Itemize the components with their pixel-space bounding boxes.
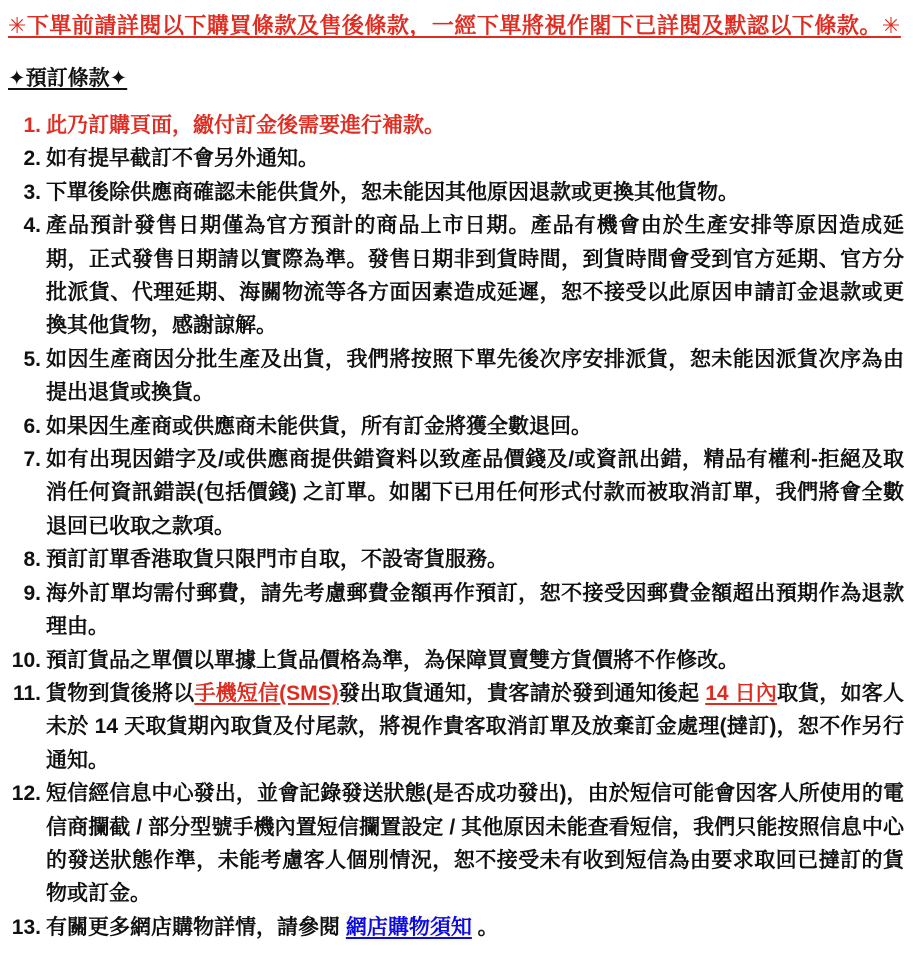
term-text [46, 181, 739, 204]
term-item-11 [8, 677, 904, 777]
term-number: 13. [11, 915, 41, 939]
term-text-segment: 預訂貨品之單價以單據上貨品價格為準，為保障買賣雙方貨價將不作修改。 [46, 648, 739, 672]
term-text-segment: 短信經信息中心發出，並會記錄發送狀態(是否成功發出)，由於短信可能會因客人所使用的電信商攔截 / 部分型號手機內置短信攔置設定 / 其他原因未能查看短信，我們只能按照信息中心的發送狀態作準，未能考慮客人個別情況，恕不接受未有收到短信為由要求取回已撻訂的貨物或訂金。 [46, 782, 904, 906]
purchase-terms-warning-header: ✳下單前請詳閱以下購買條款及售後條款，一經下單將視作閣下已詳閱及默認以下條款。✳ [8, 13, 901, 38]
term-text [46, 415, 592, 438]
term-text-segment: 。 [471, 915, 499, 939]
term-text-segment: 如果因生產商或供應商未能供貨，所有訂金將獲全數退回。 [46, 414, 592, 438]
term-text [46, 916, 499, 939]
term-item-10 [8, 644, 904, 677]
term-text [46, 682, 904, 772]
term-item-8 [8, 543, 904, 576]
term-item-9 [8, 577, 904, 644]
term-text-segment: 取貨，如客人未於 14 天取貨期內取貨及付尾款，將視作貴客取消訂單及放棄訂金處理(撻訂)，恕不作另行通知。 [46, 681, 904, 772]
term-item-6 [8, 410, 904, 443]
term-text-segment: 有關更多網店購物詳情，請參閱 [46, 915, 346, 939]
term-number: 8. [23, 548, 41, 572]
term-text-segment: 預訂訂單香港取貨只限門市自取，不設寄貨服務。 [46, 548, 508, 572]
term-text [46, 114, 445, 137]
term-text-segment: 如有提早截訂不會另外通知。 [46, 147, 319, 171]
term-number: 11. [12, 681, 41, 705]
term-item-2 [8, 142, 904, 175]
preorder-terms-title: ✦預訂條款✦ [8, 67, 128, 90]
term-text-segment: 發出取貨通知，貴客請於發到通知後起 [338, 681, 706, 705]
sms-notice-emphasis: 手機短信(SMS) [194, 681, 339, 705]
term-number: 12. [11, 782, 41, 806]
pickup-deadline-emphasis: 14 日內 [705, 681, 777, 705]
term-text [46, 448, 904, 538]
term-item-1 [8, 109, 904, 142]
term-text-segment: 此乃訂購頁面，繳付訂金後需要進行補款。 [46, 114, 445, 137]
term-number: 7. [23, 448, 41, 472]
term-text-segment: 如因生產商因分批生產及出貨，我們將按照下單先後次序安排派貨，恕未能因派貨次序為由提出退貨或換貨。 [46, 347, 904, 405]
term-text [46, 147, 319, 170]
term-text [46, 582, 904, 638]
term-number: 10. [11, 648, 41, 672]
term-item-4 [8, 209, 904, 343]
term-text-segment: 如有出現因錯字及/或供應商提供錯資料以致產品價錢及/或資訊出錯，精品有權利-拒絕及取消任何資訊錯誤(包括價錢) 之訂單。如閣下已用任何形式付款而被取消訂單，我們將會全數退回已收取之款項。 [46, 448, 904, 538]
term-item-3 [8, 176, 904, 209]
term-item-13 [8, 911, 904, 944]
term-text [46, 348, 904, 404]
term-item-7 [8, 443, 904, 543]
term-text [46, 782, 904, 905]
term-text [46, 214, 904, 337]
term-item-12 [8, 777, 904, 911]
shop-guide-link[interactable]: 網店購物須知 [345, 915, 472, 939]
term-text-segment: 下單後除供應商確認未能供貨外，恕未能因其他原因退款或更換其他貨物。 [46, 180, 739, 204]
term-number: 4. [23, 214, 41, 238]
term-number: 9. [23, 581, 41, 605]
term-text-segment: 貨物到貨後將以 [46, 681, 195, 705]
term-number: 2. [23, 147, 41, 171]
term-number: 3. [23, 180, 41, 204]
term-number: 5. [23, 347, 41, 371]
term-text-segment: 海外訂單均需付郵費，請先考慮郵費金額再作預訂，恕不接受因郵費金額超出預期作為退款理由。 [46, 581, 904, 639]
term-number: 6. [23, 414, 41, 438]
term-item-5 [8, 343, 904, 410]
term-number: 1. [23, 114, 41, 137]
term-text [46, 548, 508, 571]
preorder-terms-list [8, 109, 904, 944]
term-text-segment: 產品預計發售日期僅為官方預計的商品上市日期。產品有機會由於生產安排等原因造成延期，正式發售日期請以實際為準。發售日期非到貨時間，到貨時間會受到官方延期、官方分批派貨、代理延期、海關物流等各方面因素造成延遲，恕不接受以此原因申請訂金退款或更換其他貨物，感謝諒解。 [46, 214, 904, 338]
term-text [46, 649, 739, 672]
